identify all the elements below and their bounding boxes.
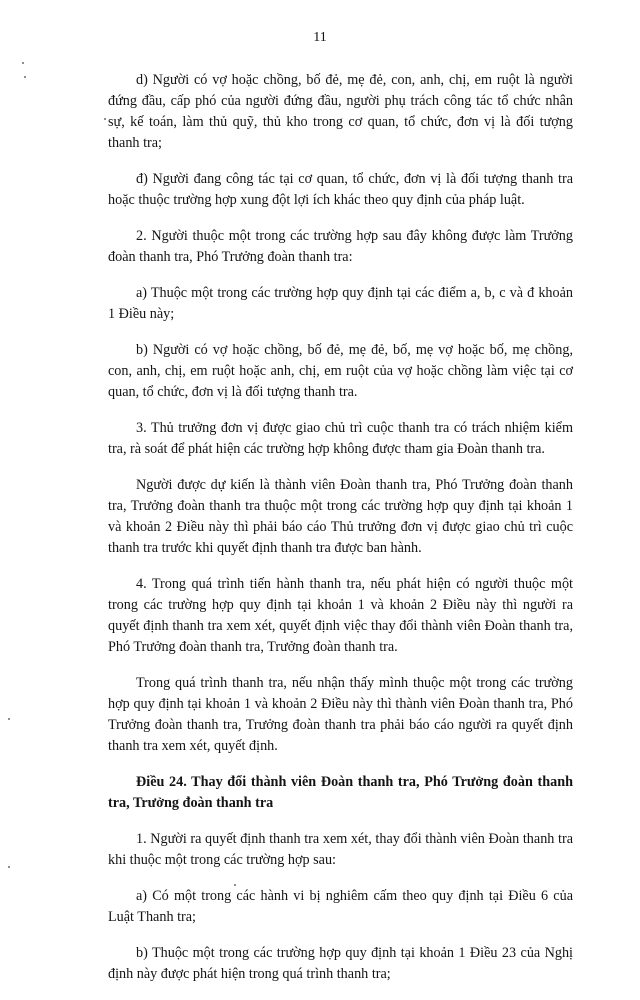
paragraph-article-24-clause-1b: b) Thuộc một trong các trường hợp quy định tại khoản 1 Điều 23 của Nghị định này được phát hiện trong quá trình thanh tra; xyxy=(108,945,573,982)
scan-speck xyxy=(8,866,10,868)
page-number: 11 xyxy=(313,30,327,45)
paragraph-clause-4: 4. Trong quá trình tiến hành thanh tra, nếu phát hiện có người thuộc một trong các trường hợp quy định tại khoản 1 và khoản 2 Điều này thì người ra quyết định thanh tra xem xét, quyết định việc thay đổi thành viên Đoàn thanh tra, Phó Trưởng đoàn thanh tra, Trưởng đoàn thanh tra. xyxy=(108,576,573,655)
paragraph-clause-2: 2. Người thuộc một trong các trường hợp sau đây không được làm Trưởng đoàn thanh tra, Phó Trưởng đoàn thanh tra: xyxy=(108,228,573,265)
paragraph-clause-2b: b) Người có vợ hoặc chồng, bố đẻ, mẹ đẻ, bố, mẹ vợ hoặc bố, mẹ chồng, con, anh, chị, em ruột hoặc anh, chị, em ruột của vợ hoặc chồng làm việc tại cơ quan, tổ chức, đơn vị là đối tượng thanh tra. xyxy=(108,342,573,400)
paragraph-clause-3: 3. Thủ trưởng đơn vị được giao chủ trì cuộc thanh tra có trách nhiệm kiểm tra, rà soát để phát hiện các trường hợp không được tham gia Đoàn thanh tra. xyxy=(108,420,573,457)
article-24-heading: Điều 24. Thay đổi thành viên Đoàn thanh tra, Phó Trưởng đoàn thanh tra, Trưởng đoàn thanh tra xyxy=(108,774,573,811)
scan-speck xyxy=(234,884,236,886)
scan-speck xyxy=(24,76,26,78)
paragraph-clause-4-continued: Trong quá trình thanh tra, nếu nhận thấy mình thuộc một trong các trường hợp quy định tại khoản 1 và khoản 2 Điều này thì thành viên Đoàn thanh tra, Phó Trưởng đoàn thanh tra, Trưởng đoàn thanh tra phải báo cáo người ra quyết định thanh tra xem xét, quyết định. xyxy=(108,675,573,754)
paragraph-article-24-clause-1a: a) Có một trong các hành vi bị nghiêm cấm theo quy định tại Điều 6 của Luật Thanh tra; xyxy=(108,888,573,925)
paragraph-clause-2a: a) Thuộc một trong các trường hợp quy định tại các điểm a, b, c và đ khoản 1 Điều này; xyxy=(108,285,573,322)
paragraph-clause-1d: d) Người có vợ hoặc chồng, bố đẻ, mẹ đẻ, con, anh, chị, em ruột là người đứng đầu, cấp phó của người đứng đầu, người phụ trách công tác tổ chức nhân sự, kế toán, làm thủ quỹ, thủ kho trong cơ quan, tổ chức, đơn vị là đối tượng thanh tra; xyxy=(108,72,573,151)
paragraph-article-24-clause-1: 1. Người ra quyết định thanh tra xem xét, thay đổi thành viên Đoàn thanh tra khi thuộc một trong các trường hợp sau: xyxy=(108,831,573,868)
document-body xyxy=(108,70,573,1000)
scan-speck xyxy=(8,718,10,720)
paragraph-clause-1dd: đ) Người đang công tác tại cơ quan, tổ chức, đơn vị là đối tượng thanh tra hoặc thuộc trường hợp xung đột lợi ích khác theo quy định của pháp luật. xyxy=(108,171,573,208)
scan-speck xyxy=(104,118,106,120)
scan-speck xyxy=(22,62,24,64)
paragraph-clause-3-continued: Người được dự kiến là thành viên Đoàn thanh tra, Phó Trưởng đoàn thanh tra, Trưởng đoàn thanh tra thuộc một trong các trường hợp quy định tại khoản 1 và khoản 2 Điều này thì phải báo cáo Thủ trưởng đơn vị được giao chủ trì cuộc thanh tra trước khi quyết định thanh tra được ban hành. xyxy=(108,477,573,556)
